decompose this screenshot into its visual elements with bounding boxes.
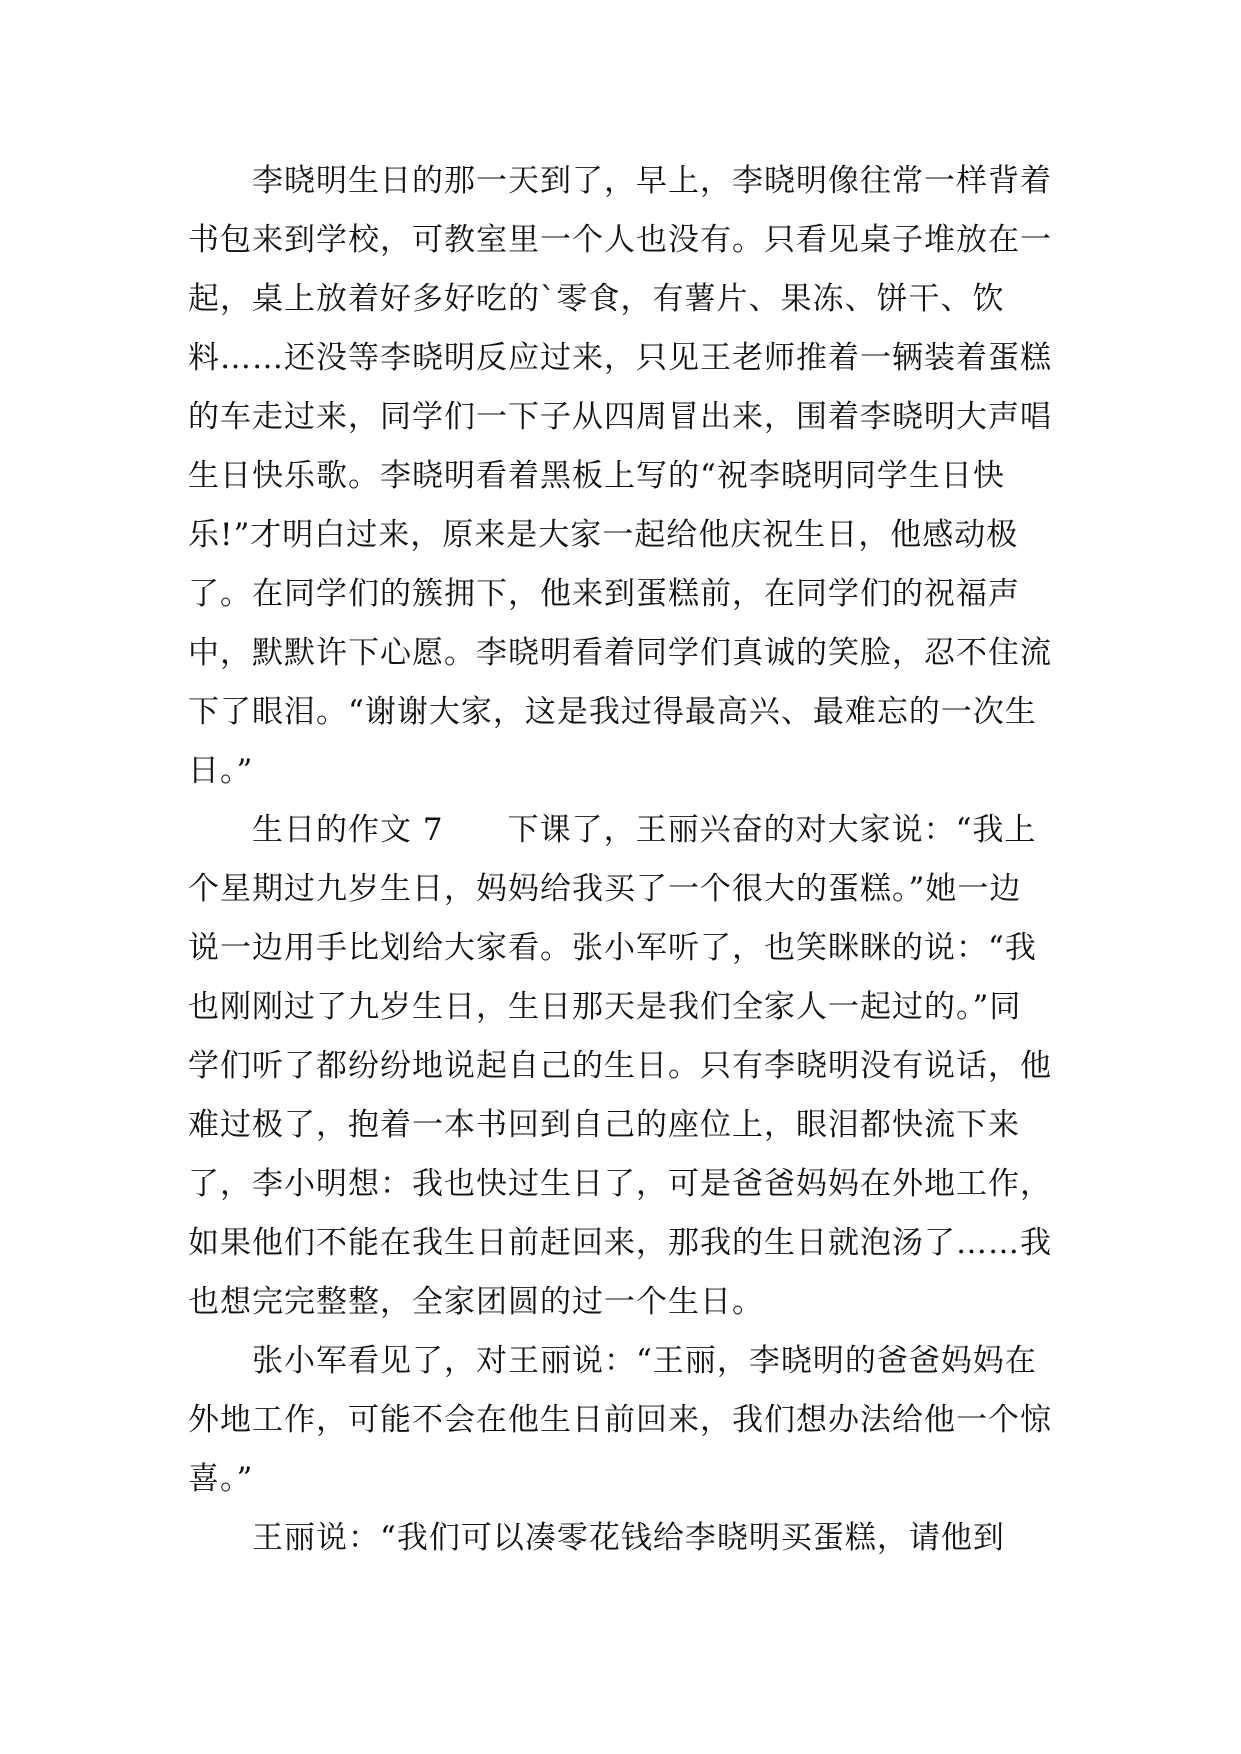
document-body — [188, 152, 1053, 1568]
paragraph-1: 李晓明生日的那一天到了，早上，李晓明像往常一样背着书包来到学校，可教室里一个人也没有。只看见桌子堆放在一起，桌上放着好多好吃的`零食，有薯片、果冻、饼干、饮料……还没等李晓明反应过来，只见王老师推着一辆装着蛋糕的车走过来，同学们一下子从四周冒出来，围着李晓明大声唱生日快乐歌。李晓明看着黑板上写的“祝李晓明同学生日快乐!”才明白过来，原来是大家一起给他庆祝生日，他感动极了。在同学们的簇拥下，他来到蛋糕前，在同学们的祝福声中，默默许下心愿。李晓明看着同学们真诚的笑脸，忍不住流下了眼泪。“谢谢大家，这是我过得最高兴、最难忘的一次生日。” — [188, 163, 1052, 789]
paragraph-3: 张小军看见了，对王丽说：“王丽，李晓明的爸爸妈妈在外地工作，可能不会在他生日前回来，我们想办法给他一个惊喜。” — [188, 1343, 1052, 1497]
paragraph-4: 王丽说：“我们可以凑零花钱给李晓明买蛋糕，请他到 — [252, 1520, 1005, 1556]
paragraph-2: 生日的作文 7 下课了，王丽兴奋的对大家说：“我上个星期过九岁生日，妈妈给我买了一个很大的蛋糕。”她一边说一边用手比划给大家看。张小军听了，也笑眯眯的说：“我也刚刚过了九岁生日，生日那天是我们全家人一起过的。”同学们听了都纷纷地说起自己的生日。只有李晓明没有说话，他难过极了，抱着一本书回到自己的座位上，眼泪都快流下来了，李小明想：我也快过生日了，可是爸爸妈妈在外地工作，如果他们不能在我生日前赶回来，那我的生日就泡汤了……我也想完完整整，全家团圆的过一个生日。 — [188, 812, 1052, 1320]
